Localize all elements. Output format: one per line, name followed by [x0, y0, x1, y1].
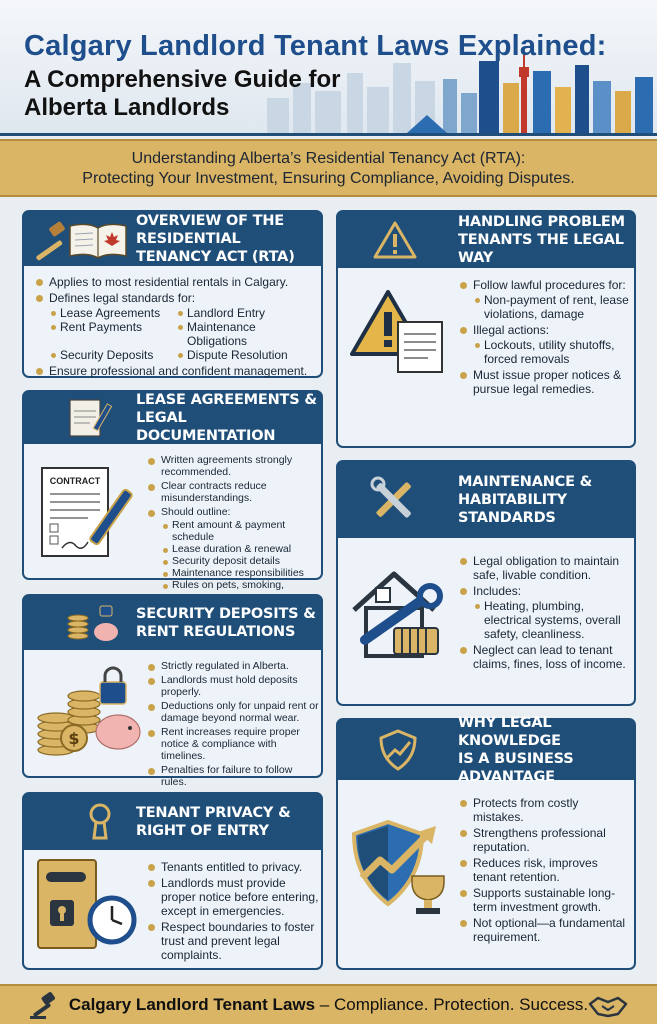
- list-item: Non-payment of rent, lease violations, damage: [473, 293, 630, 321]
- sub-list: [473, 293, 630, 321]
- list-item: Security deposit details: [161, 555, 320, 567]
- footer-title: Calgary Landlord Tenant Laws: [68, 995, 316, 1014]
- card-header: [24, 596, 321, 650]
- list-item: Protects from costly mistakes.: [460, 796, 630, 824]
- bullet-list: [460, 796, 630, 946]
- bullet-list: [460, 554, 630, 673]
- list-item-text: Follow lawful procedures for:: [473, 278, 626, 292]
- gavel-icon: [28, 992, 58, 1020]
- card-lease: [22, 390, 323, 591]
- list-item-text: Should outline:: [161, 506, 231, 518]
- warning-icon: [372, 220, 418, 260]
- card-title-line-2: TENANTS THE LEGAL WAY: [458, 232, 624, 266]
- security-deposit-icon: [34, 668, 146, 764]
- coins-piggy-bank-icon: [64, 602, 124, 644]
- list-item: [460, 584, 630, 641]
- list-item-text: Includes:: [473, 584, 522, 598]
- header: [0, 0, 657, 136]
- card-title-line-2: IS A BUSINESS ADVANTAGE: [458, 751, 574, 785]
- list-item: Landlords must provide proper notice before entering, except in emergencies.: [148, 876, 320, 918]
- list-item-text: Illegal actions:: [473, 323, 550, 337]
- list-item: Rules on pets, smoking,: [161, 579, 320, 603]
- card-title-line-1: SECURITY DEPOSITS &: [136, 606, 316, 622]
- list-item: Lease duration & renewal: [161, 543, 320, 555]
- bullet-list: [148, 454, 320, 605]
- sub-list: [161, 519, 320, 603]
- card-title-line-2: HABITABILITY: [458, 492, 567, 508]
- sub-list: [473, 338, 630, 366]
- list-item: Written agreements strongly recommended.: [148, 454, 320, 478]
- banner-line-2: Protecting Your Investment, Ensuring Compliance, Avoiding Disputes.: [82, 170, 575, 187]
- list-item: Landlords must hold deposits properly.: [148, 674, 320, 698]
- bullet-list: [36, 275, 318, 380]
- list-item: [460, 323, 630, 366]
- list-item: Lockouts, utility shutoffs, forced removals: [473, 338, 630, 366]
- card-header: [24, 392, 321, 444]
- page-subtitle: A Comprehensive Guide for Alberta Landlords: [24, 66, 341, 121]
- card-title-line-2: RIGHT OF ENTRY: [136, 823, 269, 839]
- law-book-gavel-icon: [30, 218, 130, 262]
- sub-list: [49, 306, 318, 362]
- card-title-line-1: WHY LEGAL KNOWLEDGE: [458, 715, 561, 749]
- card-title-line-1: LEASE AGREEMENTS &: [136, 392, 317, 408]
- list-item: Applies to most residential rentals in Calgary.: [36, 275, 318, 289]
- list-item: Rent Payments: [49, 320, 176, 348]
- card-header: [338, 715, 634, 785]
- list-item: Deductions only for unpaid rent or damage beyond normal wear.: [148, 700, 320, 724]
- shield-growth-icon: [376, 728, 420, 772]
- banner-line-1: Understanding Alberta’s Residential Tenancy Act (RTA):: [131, 150, 526, 167]
- card-advantage: [336, 715, 636, 970]
- card-header: [338, 212, 634, 268]
- list-item: Strictly regulated in Alberta.: [148, 660, 320, 672]
- list-item-text: Defines legal standards for:: [49, 291, 196, 305]
- footer: [0, 984, 657, 1024]
- list-item: Maintenance Obligations: [176, 320, 306, 348]
- card-title-line-1: OVERVIEW OF THE RESIDENTIAL: [136, 213, 285, 247]
- contract-pen-icon: [60, 397, 124, 439]
- list-item: Clear contracts reduce misunderstandings.: [148, 480, 320, 504]
- door-lock-clock-icon: [36, 858, 142, 950]
- list-item: [36, 291, 318, 362]
- list-item: Reduces risk, improves tenant retention.: [460, 856, 630, 884]
- card-title-line-3: STANDARDS: [458, 510, 556, 526]
- bullet-list: [460, 278, 630, 398]
- list-item: [148, 506, 320, 603]
- tools-icon: [368, 474, 420, 526]
- list-item: [460, 278, 630, 321]
- house-wrench-radiator-icon: [348, 566, 454, 662]
- keyhole-icon: [88, 802, 112, 842]
- card-title-line-1: MAINTENANCE &: [458, 474, 593, 490]
- list-item: Landlord Entry: [176, 306, 306, 320]
- card-title-line-1: TENANT PRIVACY &: [136, 805, 291, 821]
- card-maintenance: [336, 460, 636, 706]
- card-overview: [22, 210, 323, 378]
- contract-label: CONTRACT: [49, 476, 101, 486]
- list-item: Maintenance responsibilities: [161, 567, 320, 579]
- list-item: Rent amount & payment schedule: [161, 519, 320, 543]
- page-title: Calgary Landlord Tenant Laws Explained:: [24, 30, 607, 62]
- contract-icon: [38, 464, 138, 564]
- list-item: Strengthens professional reputation.: [460, 826, 630, 854]
- warning-document-icon: [348, 286, 458, 376]
- card-title-line-2: RENT REGULATIONS: [136, 624, 296, 640]
- card-privacy: [22, 792, 323, 970]
- svg-text:$: $: [68, 729, 80, 748]
- list-item: Respect boundaries to foster trust and prevent legal complaints.: [148, 920, 320, 962]
- bullet-list: [148, 660, 320, 790]
- list-item: Security Deposits: [49, 348, 176, 362]
- intro-banner: [0, 139, 657, 197]
- card-title-line-2: LEGAL DOCUMENTATION: [136, 410, 276, 444]
- list-item: Dispute Resolution: [176, 348, 306, 362]
- card-header: [24, 212, 321, 266]
- list-item: Legal obligation to maintain safe, livable condition.: [460, 554, 630, 582]
- card-title-line-1: HANDLING PROBLEM: [458, 214, 625, 230]
- card-deposits: [22, 594, 323, 788]
- handshake-icon: [588, 992, 628, 1020]
- list-item: Penalties for failure to follow rules.: [148, 764, 320, 788]
- sub-list: [473, 599, 630, 641]
- list-item: Neglect can lead to tenant claims, fines, loss of income.: [460, 643, 630, 671]
- card-problem-tenants: [336, 210, 636, 448]
- footer-tagline: – Compliance. Protection. Success.: [315, 995, 589, 1014]
- card-header: [338, 462, 634, 538]
- list-item: Not optional—a fundamental requirement.: [460, 916, 630, 944]
- card-title-line-2: TENANCY ACT (RTA): [136, 249, 295, 265]
- list-item: Must issue proper notices & pursue legal remedies.: [460, 368, 630, 396]
- list-item: Lease Agreements: [49, 306, 176, 320]
- list-item: Heating, plumbing, electrical systems, overall safety, cleanliness.: [473, 599, 630, 641]
- card-header: [24, 794, 321, 850]
- bullet-list: [148, 860, 320, 964]
- shield-trophy-icon: [346, 816, 456, 916]
- list-item: Rent increases require proper notice & compliance with timelines.: [148, 726, 320, 762]
- list-item: Supports sustainable long-term investment growth.: [460, 886, 630, 914]
- list-item: Tenants entitled to privacy.: [148, 860, 320, 874]
- list-item: Ensure professional and confident management.: [36, 364, 318, 378]
